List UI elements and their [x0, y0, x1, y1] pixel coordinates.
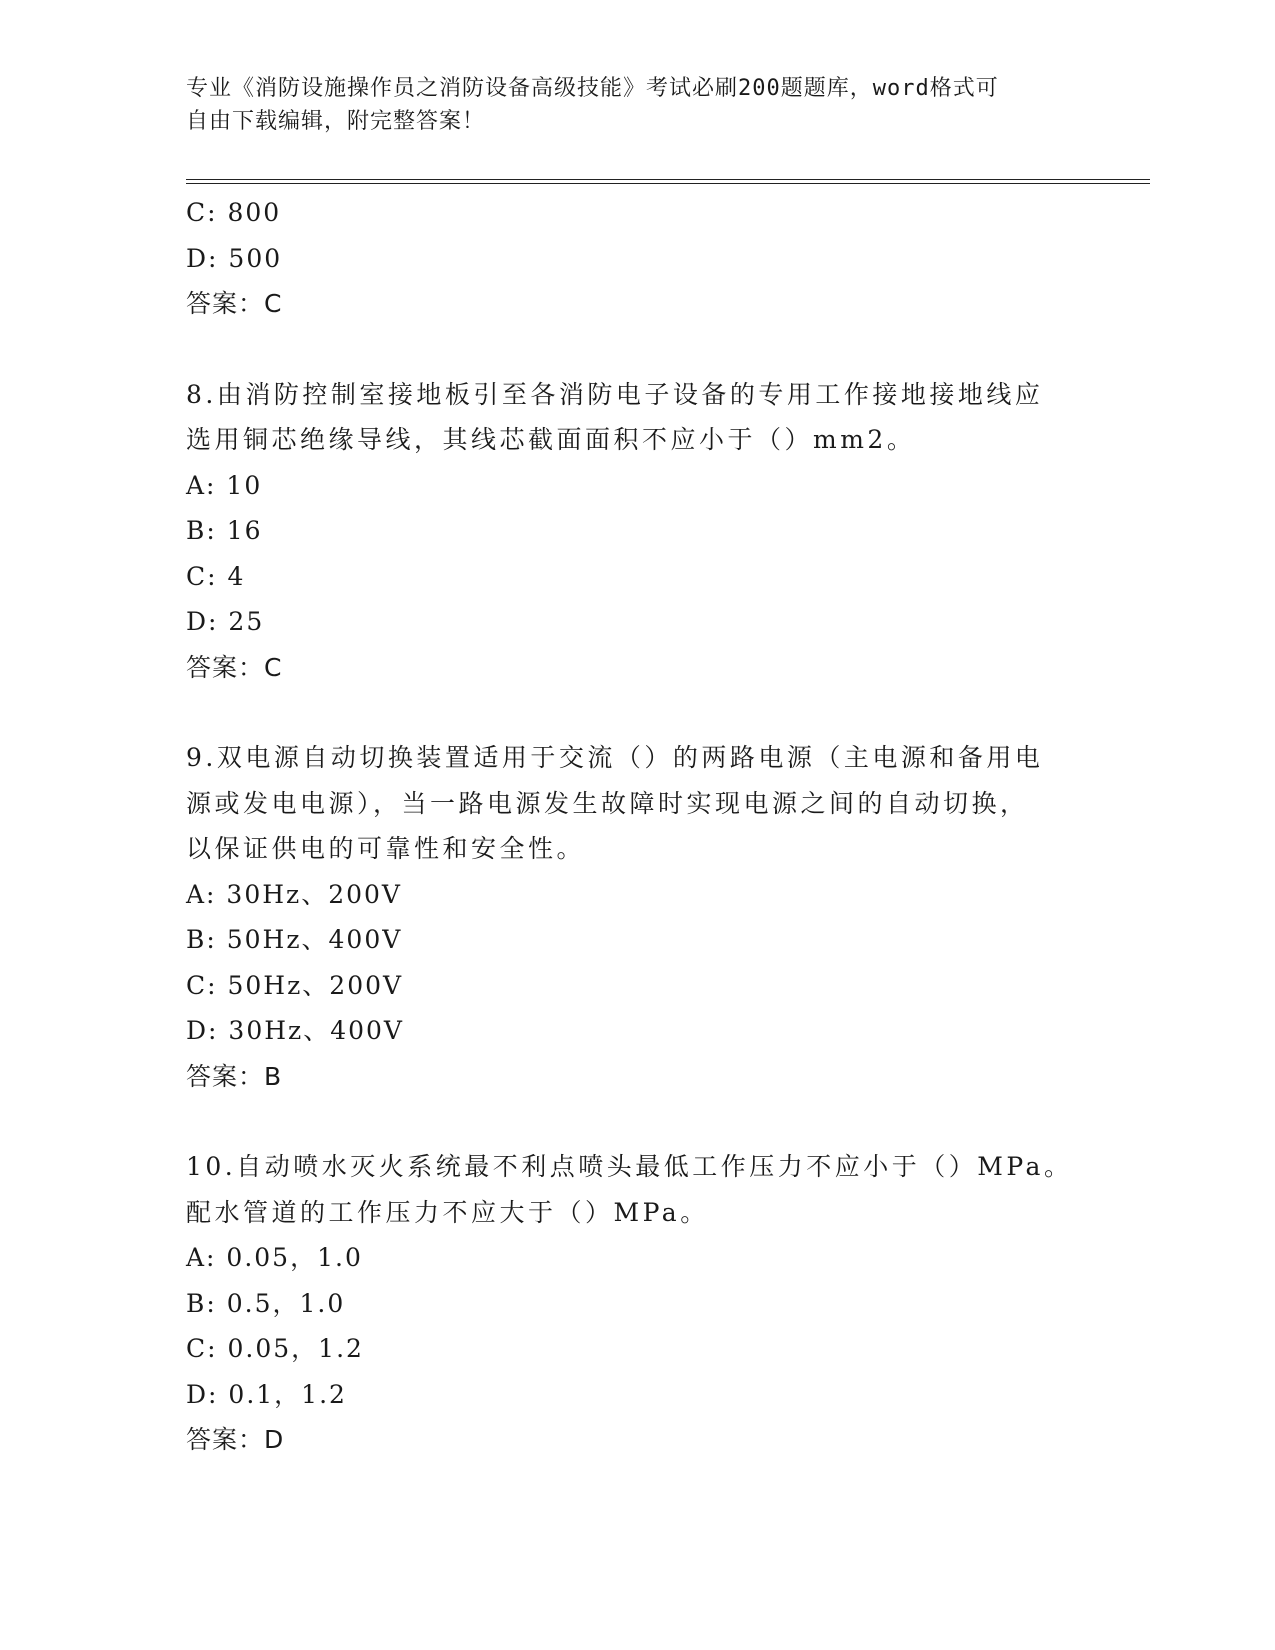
option-d: D: 0.1，1.2	[186, 1379, 347, 1409]
answer-line: 答案：C	[186, 289, 283, 318]
header-line-2: 自由下载编辑，附完整答案！	[186, 109, 486, 134]
question-stem: 以保证供电的可靠性和安全性。	[186, 834, 586, 863]
spacer	[186, 690, 1086, 735]
option-a: A: 10	[186, 470, 263, 500]
question-9	[186, 735, 1086, 1099]
document-header	[186, 72, 1066, 138]
answer-line: 答案：B	[186, 1061, 283, 1091]
option-c: C: 50Hz、200V	[186, 970, 404, 1000]
header-rule-bottom	[186, 183, 1150, 184]
option-d: D: 30Hz、400V	[186, 1016, 404, 1045]
option-b: B: 16	[186, 516, 263, 545]
question-list	[186, 190, 1086, 1463]
option-c: C: 4	[186, 561, 246, 591]
option-b: B: 50Hz、400V	[186, 925, 403, 954]
option-c: C: 800	[186, 198, 282, 227]
option-a: A: 0.05，1.0	[186, 1243, 363, 1272]
question-10	[186, 1144, 1086, 1463]
header-rule-top	[186, 179, 1150, 180]
option-b: B: 0.5，1.0	[186, 1288, 346, 1318]
answer-line: 答案：C	[186, 652, 283, 682]
question-stem: 10.自动喷水灭火系统最不利点喷头最低工作压力不应小于（）MPa。	[186, 1152, 1073, 1181]
spacer	[186, 1099, 1086, 1144]
question-stem: 配水管道的工作压力不应大于（）MPa。	[186, 1197, 709, 1227]
question-7-tail	[186, 190, 1086, 327]
spacer	[186, 327, 1086, 372]
question-8	[186, 372, 1086, 691]
question-stem: 源或发电电源），当一路电源发生故障时实现电源之间的自动切换，	[186, 788, 1029, 818]
option-d: D: 500	[186, 243, 283, 273]
answer-line: 答案：D	[186, 1425, 285, 1454]
question-stem: 选用铜芯绝缘导线，其线芯截面面积不应小于（）mm2。	[186, 425, 916, 454]
header-line-1: 专业《消防设施操作员之消防设备高级技能》考试必刷200题题库，word格式可	[186, 76, 999, 101]
question-stem: 8.由消防控制室接地板引至各消防电子设备的专用工作接地接地线应	[186, 379, 1044, 409]
option-d: D: 25	[186, 607, 265, 636]
option-c: C: 0.05，1.2	[186, 1334, 364, 1363]
option-a: A: 30Hz、200V	[186, 879, 402, 909]
question-stem: 9.双电源自动切换装置适用于交流（）的两路电源（主电源和备用电	[186, 743, 1044, 772]
